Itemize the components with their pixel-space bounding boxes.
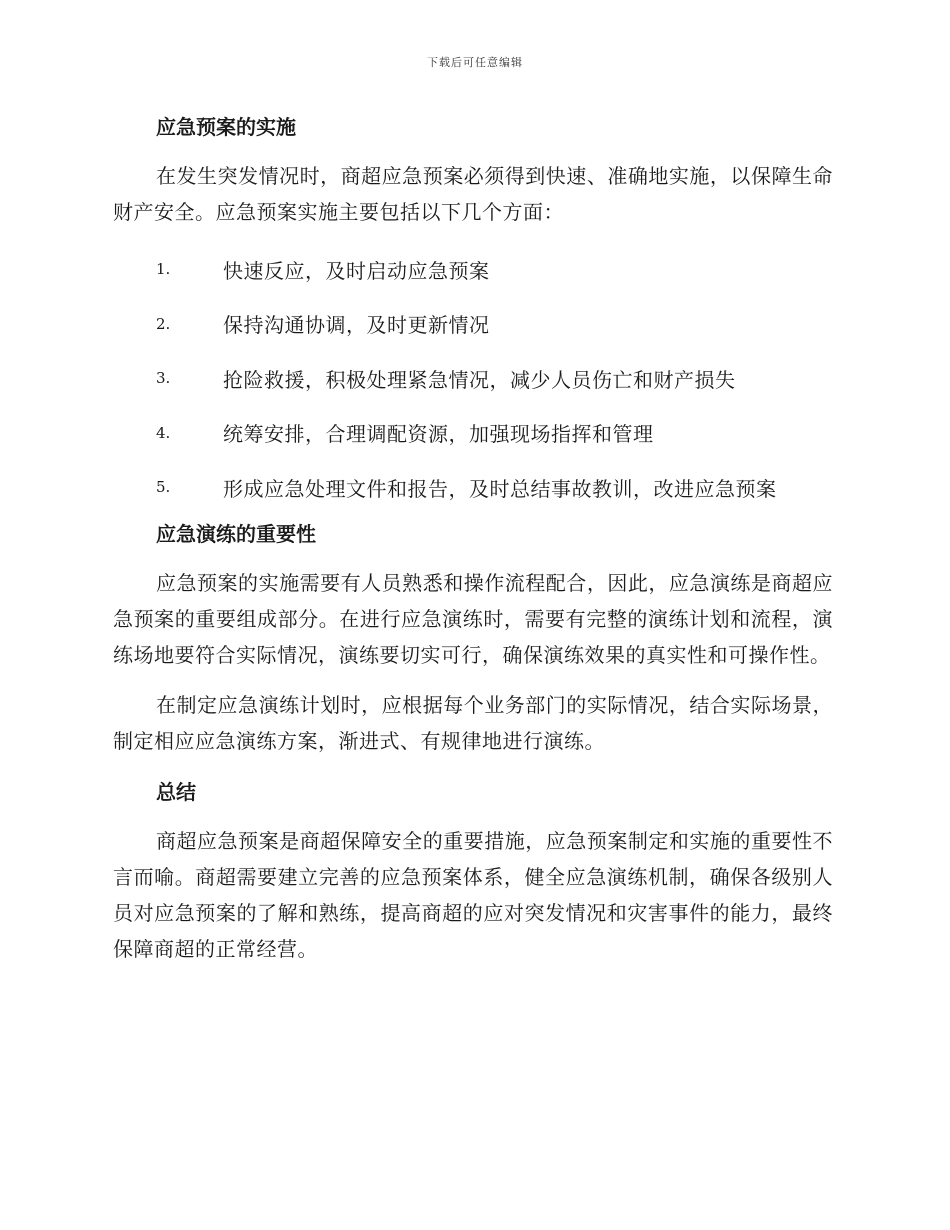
- list-item-number: 4.: [156, 423, 171, 442]
- list-item: [113, 460, 833, 515]
- section-heading-summary: 总结: [156, 779, 196, 804]
- list-item: [113, 242, 833, 297]
- header-note: 下载后可任意编辑: [427, 56, 523, 69]
- list-item: [113, 297, 833, 352]
- list-item-number: 5.: [156, 478, 171, 497]
- list-item-number: 2.: [156, 314, 171, 333]
- paragraph-summary: 商超应急预案是商超保障安全的重要措施，应急预案制定和实施的重要性不言而喻。商超需要建立完善的应急预案体系，健全应急演练机制，确保各级别人员对应急预案的了解和熟练，提高商超的应对突发情况和灾害事件的能力，最终保障商超的正常经营。: [113, 828, 833, 961]
- document-body: [113, 108, 833, 967]
- list-item-text: 统筹安排，合理调配资源，加强现场指挥和管理: [223, 422, 654, 447]
- list-item: [113, 406, 833, 461]
- list-item-text: 保持沟通协调，及时更新情况: [223, 313, 490, 338]
- paragraph-drill-2: 在制定应急演练计划时，应根据每个业务部门的实际情况，结合实际场景，制定相应应急演练方案，渐进式、有规律地进行演练。: [113, 692, 833, 753]
- section-heading-implementation: 应急预案的实施: [156, 115, 296, 139]
- list-item-text: 形成应急处理文件和报告，及时总结事故教训，改进应急预案: [223, 476, 777, 501]
- list-item-number: 1.: [156, 260, 171, 279]
- list-item: [113, 351, 833, 406]
- paragraph-drill-1: 应急预案的实施需要有人员熟悉和操作流程配合，因此，应急演练是商超应急预案的重要组成部分。在进行应急演练时，需要有完整的演练计划和流程，演练场地要符合实际情况，演练要切实可行，确保演练效果的真实性和可操作性。: [113, 570, 833, 667]
- section-heading-drill-importance: 应急演练的重要性: [156, 521, 316, 546]
- list-item-text: 抢险救援，积极处理紧急情况，减少人员伤亡和财产损失: [223, 367, 736, 392]
- list-item-number: 3.: [156, 369, 171, 388]
- paragraph-implementation-intro: 在发生突发情况时，商超应急预案必须得到快速、准确地实施，以保障生命财产安全。应急预案实施主要包括以下几个方面：: [113, 164, 833, 224]
- implementation-list: [113, 242, 833, 515]
- list-item-text: 快速反应，及时启动应急预案: [223, 258, 490, 283]
